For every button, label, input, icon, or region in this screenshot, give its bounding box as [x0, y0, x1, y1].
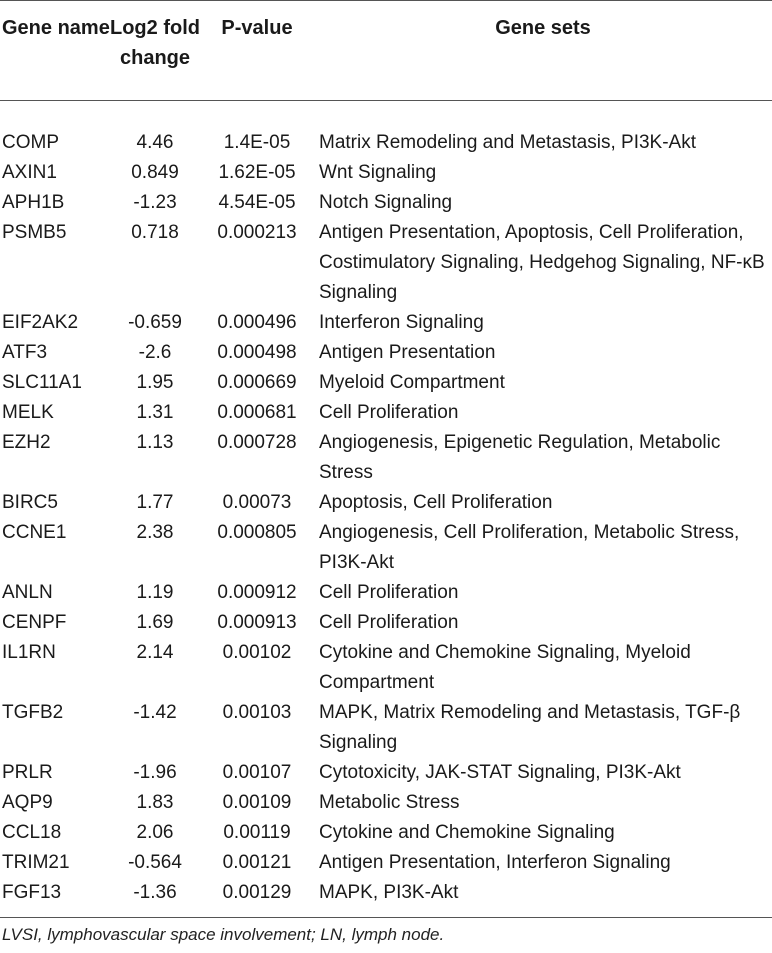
table-row: [0, 368, 772, 398]
gene-name-cell: APH1B: [2, 192, 65, 213]
p-value-cell: 0.00109: [222, 792, 292, 813]
table-row: [0, 518, 772, 578]
table-header: [0, 0, 772, 100]
table-row: [0, 428, 772, 488]
p-value-cell: 0.000913: [217, 612, 297, 633]
gene-name-cell: EIF2AK2: [2, 312, 79, 333]
table-footnote: LVSI, lymphovascular space involvement; LN, lymph node.: [2, 925, 445, 944]
table-row: [0, 818, 772, 848]
gene-sets-cell: Notch Signaling: [319, 192, 453, 213]
log2-fold-change-cell: -0.659: [128, 312, 182, 333]
log2-fold-change-cell: 1.13: [136, 432, 174, 453]
gene-name-cell: AQP9: [2, 792, 53, 813]
gene-sets-cell: Myeloid Compartment: [319, 372, 505, 393]
p-value-cell: 0.000681: [217, 402, 297, 423]
gene-name-cell: TGFB2: [2, 702, 64, 723]
gene-name-cell: BIRC5: [2, 492, 58, 513]
bottom-rule: [0, 917, 772, 918]
p-value-cell: 0.000669: [217, 372, 297, 393]
table-row: [0, 308, 772, 338]
log2-fold-change-cell: -1.42: [133, 702, 177, 723]
table-body: [0, 100, 772, 908]
gene-sets-cell: MAPK, PI3K-Akt: [319, 882, 459, 903]
gene-sets-cell: Interferon Signaling: [319, 312, 484, 333]
gene-name-cell: TRIM21: [2, 852, 70, 873]
table-row: [0, 100, 772, 158]
p-value-cell: 0.000805: [217, 522, 297, 543]
log2-fold-change-cell: -1.23: [133, 192, 177, 213]
p-value-cell: 0.00073: [222, 492, 292, 513]
gene-name-cell: PSMB5: [2, 222, 67, 243]
table-row: [0, 608, 772, 638]
table-row: [0, 878, 772, 908]
table-row: [0, 398, 772, 428]
table-row: [0, 488, 772, 518]
table-row: [0, 338, 772, 368]
p-value-cell: 0.00119: [223, 822, 291, 843]
gene-sets-cell: Antigen Presentation, Apoptosis, Cell Proliferation, Costimulatory Signaling, Hedgehog Signaling, NF-κB Signaling: [319, 222, 765, 303]
table-row: [0, 188, 772, 218]
table-row: [0, 638, 772, 698]
gene-name-cell: IL1RN: [2, 642, 56, 663]
log2-fold-change-cell: 0.718: [131, 222, 179, 243]
gene-sets-cell: Angiogenesis, Cell Proliferation, Metabolic Stress, PI3K-Akt: [319, 522, 740, 573]
table-row: [0, 758, 772, 788]
p-value-cell: 0.00107: [222, 762, 292, 783]
log2-fold-change-cell: 1.31: [136, 402, 174, 423]
gene-name-cell: CCL18: [2, 822, 62, 843]
gene-name-cell: ATF3: [2, 342, 48, 363]
p-value-cell: 0.000498: [217, 342, 297, 363]
header-gene-name: Gene name: [2, 17, 110, 39]
header-p-value: P-value: [221, 17, 293, 39]
log2-fold-change-cell: -0.564: [128, 852, 182, 873]
p-value-cell: 0.000912: [217, 582, 297, 603]
log2-fold-change-cell: 2.14: [136, 642, 174, 663]
p-value-cell: 0.000213: [217, 222, 297, 243]
table-row: [0, 788, 772, 818]
p-value-cell: 1.4E-05: [223, 132, 291, 153]
log2-fold-change-cell: 4.46: [136, 132, 174, 153]
p-value-cell: 1.62E-05: [218, 162, 296, 183]
gene-name-cell: FGF13: [2, 882, 62, 903]
gene-sets-cell: MAPK, Matrix Remodeling and Metastasis, TGF-β Signaling: [319, 702, 741, 753]
log2-fold-change-cell: 1.83: [136, 792, 174, 813]
log2-fold-change-cell: 1.77: [136, 492, 174, 513]
gene-name-cell: PRLR: [2, 762, 53, 783]
log2-fold-change-cell: -1.96: [133, 762, 177, 783]
log2-fold-change-cell: -2.6: [138, 342, 172, 363]
gene-name-cell: MELK: [2, 402, 54, 423]
table-row: [0, 158, 772, 188]
gene-name-cell: COMP: [2, 132, 59, 153]
table-row: [0, 218, 772, 308]
gene-sets-cell: Wnt Signaling: [319, 162, 437, 183]
header-log2-fold-change: Log2 fold change: [110, 17, 200, 69]
gene-name-cell: CCNE1: [2, 522, 67, 543]
p-value-cell: 0.00103: [222, 702, 292, 723]
table-row: [0, 698, 772, 758]
log2-fold-change-cell: 1.19: [136, 582, 174, 603]
gene-name-cell: AXIN1: [2, 162, 57, 183]
p-value-cell: 0.000496: [217, 312, 297, 333]
table-row: [0, 848, 772, 878]
gene-name-cell: EZH2: [2, 432, 51, 453]
gene-sets-cell: Antigen Presentation, Interferon Signaling: [319, 852, 671, 873]
table-row: [0, 578, 772, 608]
header-gene-sets: Gene sets: [495, 17, 591, 39]
gene-sets-cell: Cell Proliferation: [319, 402, 459, 423]
p-value-cell: 0.00121: [222, 852, 292, 873]
p-value-cell: 0.00102: [222, 642, 292, 663]
p-value-cell: 4.54E-05: [218, 192, 296, 213]
gene-sets-cell: Cytokine and Chemokine Signaling: [319, 822, 615, 843]
log2-fold-change-cell: -1.36: [133, 882, 177, 903]
p-value-cell: 0.00129: [222, 882, 292, 903]
log2-fold-change-cell: 2.38: [136, 522, 174, 543]
log2-fold-change-cell: 1.95: [136, 372, 174, 393]
log2-fold-change-cell: 2.06: [136, 822, 174, 843]
log2-fold-change-cell: 1.69: [136, 612, 174, 633]
gene-sets-cell: Cell Proliferation: [319, 612, 459, 633]
gene-name-cell: CENPF: [2, 612, 67, 633]
gene-sets-cell: Antigen Presentation: [319, 342, 496, 363]
gene-name-cell: ANLN: [2, 582, 53, 603]
gene-sets-cell: Cytotoxicity, JAK-STAT Signaling, PI3K-Akt: [319, 762, 681, 783]
gene-sets-cell: Cytokine and Chemokine Signaling, Myeloid Compartment: [319, 642, 691, 693]
gene-name-cell: SLC11A1: [2, 372, 82, 393]
gene-sets-cell: Apoptosis, Cell Proliferation: [319, 492, 553, 513]
gene-sets-cell: Angiogenesis, Epigenetic Regulation, Metabolic Stress: [319, 432, 721, 483]
log2-fold-change-cell: 0.849: [131, 162, 179, 183]
p-value-cell: 0.000728: [217, 432, 297, 453]
gene-sets-cell: Metabolic Stress: [319, 792, 460, 813]
gene-sets-cell: Cell Proliferation: [319, 582, 459, 603]
gene-sets-cell: Matrix Remodeling and Metastasis, PI3K-Akt: [319, 132, 696, 153]
